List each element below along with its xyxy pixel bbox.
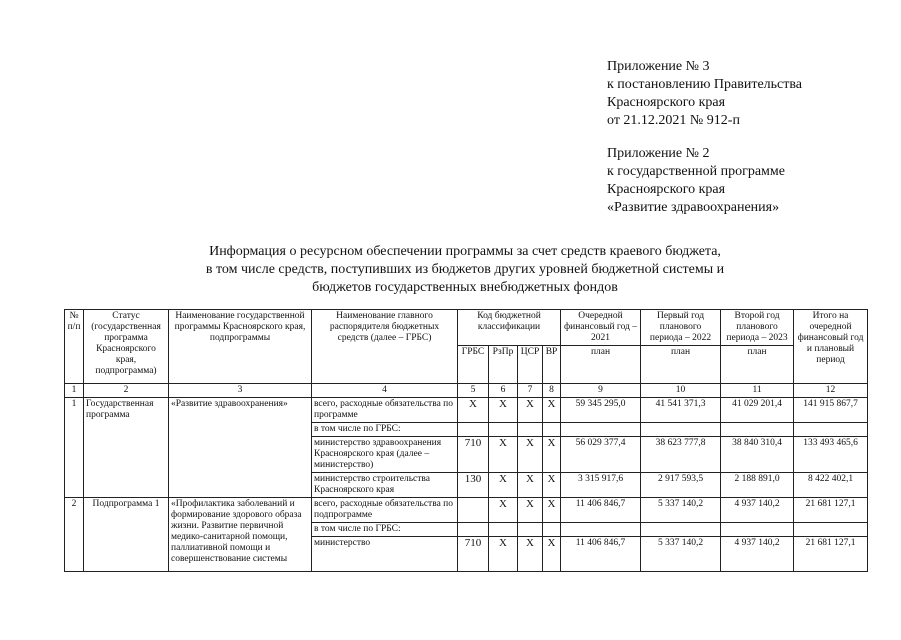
cell-vr: X [543,498,561,523]
row-grbs-name: в том числе по ГРБС: [312,523,458,537]
col-number: 5 [458,384,489,398]
cell-2023: 41 029 201,4 [721,398,794,423]
title-line: Информация о ресурсном обеспечении программы за счет средств краевого бюджета, [209,244,721,259]
cell-csr: X [518,473,543,498]
header-program: Наименование государственной программы Красноярского края, подпрограммы [169,310,312,384]
cell-vr: X [543,398,561,423]
cell-rzpr: X [489,498,518,523]
header-total: Итого на очередной финансовый год и плановый период [794,310,868,384]
row-program: «Профилактика заболеваний и формирование здорового образа жизни. Развитие первичной медико-санитарной помощи, паллиативной помощи и совершенствование системы [169,498,312,572]
header-2023: Второй год планового периода – 2023 [721,310,794,346]
cell-total: 8 422 402,1 [794,473,868,498]
column-numbers-row [65,384,868,398]
cell-2021: 11 406 846,7 [561,498,641,523]
cell-2023: 2 188 891,0 [721,473,794,498]
title-line: в том числе средств, поступивших из бюджетов других уровней бюджетной системы и [205,262,725,277]
cell-grbs: X [458,398,489,423]
cell-total: 21 681 127,1 [794,498,868,523]
appendix-line: Приложение № 2 [607,146,710,161]
col-number: 3 [169,384,312,398]
appendix-line: «Развитие здравоохранения» [607,200,780,215]
header-csr: ЦСР [518,346,543,384]
appendix-3-header [607,58,802,130]
cell-rzpr: X [489,437,518,473]
cell-csr: X [518,437,543,473]
header-rzpr: РзПр [489,346,518,384]
cell-2023: 38 840 310,4 [721,437,794,473]
resource-table [64,309,868,572]
cell-2021: 3 315 917,6 [561,473,641,498]
cell-vr: X [543,537,561,572]
table-row [65,498,868,523]
cell-2022: 41 541 371,3 [641,398,721,423]
cell-vr: X [543,437,561,473]
header-2022: Первый год планового периода – 2022 [641,310,721,346]
col-number: 11 [721,384,794,398]
cell-2021: 56 029 377,4 [561,437,641,473]
title-line: бюджетов государственных внебюджетных фондов [312,280,618,295]
cell-grbs [458,498,489,523]
appendix-line: Красноярского края [607,182,726,197]
header-code: Код бюджетной классификации [458,310,561,346]
header-grbs: ГРБС [458,346,489,384]
col-number: 2 [84,384,169,398]
row-status: Подпрограмма 1 [84,498,169,572]
appendix-line: к постановлению Правительства [607,77,803,92]
cell-grbs: 130 [458,473,489,498]
row-grbs-name: министерство строительства Красноярского края [312,473,458,498]
cell-2023: 4 937 140,2 [721,498,794,523]
header-num: № п/п [65,310,84,384]
header-grbs-name: Наименование главного распорядителя бюджетных средств (далее – ГРБС) [312,310,458,384]
col-number: 4 [312,384,458,398]
cell-csr: X [518,398,543,423]
row-grbs-name: всего, расходные обязательства по подпрограмме [312,498,458,523]
row-program: «Развитие здравоохранения» [169,398,312,498]
cell-total: 141 915 867,7 [794,398,868,423]
col-number: 7 [518,384,543,398]
col-number: 10 [641,384,721,398]
cell-vr: X [543,473,561,498]
cell-grbs: 710 [458,537,489,572]
cell-rzpr: X [489,537,518,572]
cell-total: 133 493 465,6 [794,437,868,473]
row-num: 2 [65,498,84,572]
document-title [120,243,810,297]
col-number: 9 [561,384,641,398]
cell-total: 21 681 127,1 [794,537,868,572]
cell-2022: 5 337 140,2 [641,537,721,572]
appendix-line: от 21.12.2021 № 912-п [607,113,740,128]
cell-rzpr: X [489,398,518,423]
row-num: 1 [65,398,84,498]
col-number: 6 [489,384,518,398]
row-status: Государственная программа [84,398,169,498]
cell-csr: X [518,537,543,572]
header-2021: Очередной финансовый год – 2021 [561,310,641,346]
row-grbs-name: министерство здравоохранения Красноярского края (далее – министерство) [312,437,458,473]
header-status: Статус (государственная программа Красноярского края, подпрограмма) [84,310,169,384]
col-number: 12 [794,384,868,398]
cell-rzpr: X [489,473,518,498]
appendix-line: к государственной программе [607,164,785,179]
cell-2023: 4 937 140,2 [721,537,794,572]
cell-csr: X [518,498,543,523]
cell-2021: 59 345 295,0 [561,398,641,423]
row-grbs-name: всего, расходные обязательства по программе [312,398,458,423]
col-number: 8 [543,384,561,398]
row-grbs-name: министерство [312,537,458,572]
appendix-2-header [607,145,785,217]
appendix-line: Красноярского края [607,95,726,110]
table-row [65,398,868,423]
header-row [65,310,868,346]
header-plan: план [561,346,641,384]
cell-2022: 5 337 140,2 [641,498,721,523]
cell-2022: 38 623 777,8 [641,437,721,473]
cell-2022: 2 917 593,5 [641,473,721,498]
appendix-line: Приложение № 3 [607,59,710,74]
cell-2021: 11 406 846,7 [561,537,641,572]
header-plan: план [721,346,794,384]
header-plan: план [641,346,721,384]
header-vr: ВР [543,346,561,384]
cell-grbs: 710 [458,437,489,473]
row-grbs-name: в том числе по ГРБС: [312,423,458,437]
col-number: 1 [65,384,84,398]
